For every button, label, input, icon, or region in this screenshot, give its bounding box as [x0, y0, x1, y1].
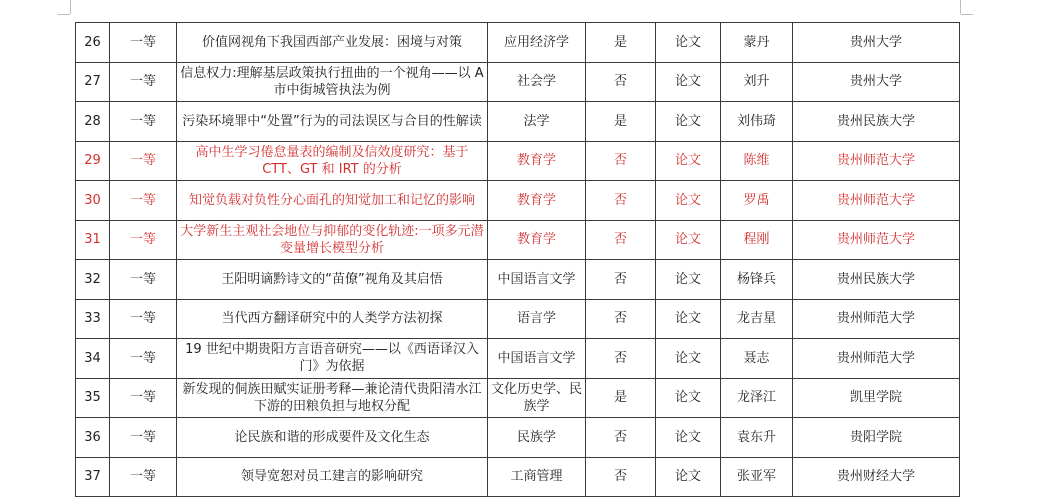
author: 龙吉星 [721, 299, 793, 339]
yes-no-flag: 是 [586, 102, 656, 142]
subject: 法学 [488, 102, 586, 142]
institution: 贵州师范大学 [793, 141, 960, 181]
award-level: 一等 [110, 102, 177, 142]
subject: 应用经济学 [488, 23, 586, 63]
table-row [76, 102, 960, 142]
subject: 文化历史学、民族学 [488, 378, 586, 418]
work-type: 论文 [656, 260, 721, 300]
award-level: 一等 [110, 418, 177, 458]
institution: 贵州财经大学 [793, 457, 960, 497]
subject: 中国语言文学 [488, 260, 586, 300]
row-number: 37 [76, 457, 110, 497]
yes-no-flag: 否 [586, 339, 656, 379]
row-number: 30 [76, 181, 110, 221]
table-row [76, 23, 960, 63]
table-row [76, 418, 960, 458]
award-level: 一等 [110, 260, 177, 300]
work-title: 王阳明谪黔诗文的“苗僚”视角及其启悟 [177, 260, 488, 300]
work-type: 论文 [656, 378, 721, 418]
award-level: 一等 [110, 299, 177, 339]
row-number: 35 [76, 378, 110, 418]
award-level: 一等 [110, 220, 177, 260]
author: 杨锋兵 [721, 260, 793, 300]
yes-no-flag: 否 [586, 260, 656, 300]
author: 刘升 [721, 62, 793, 102]
author: 刘伟琦 [721, 102, 793, 142]
row-number: 36 [76, 418, 110, 458]
award-level: 一等 [110, 457, 177, 497]
table-row-highlighted [76, 141, 960, 181]
author: 陈维 [721, 141, 793, 181]
page-corner-mark-right [960, 0, 961, 14]
award-level: 一等 [110, 62, 177, 102]
author: 罗禹 [721, 181, 793, 221]
page-corner-mark-right-h [961, 14, 973, 15]
author: 程刚 [721, 220, 793, 260]
row-number: 33 [76, 299, 110, 339]
row-number: 32 [76, 260, 110, 300]
work-type: 论文 [656, 299, 721, 339]
work-type: 论文 [656, 220, 721, 260]
yes-no-flag: 是 [586, 378, 656, 418]
work-title: 领导宽恕对员工建言的影响研究 [177, 457, 488, 497]
work-type: 论文 [656, 457, 721, 497]
subject: 工商管理 [488, 457, 586, 497]
work-title: 知觉负载对负性分心面孔的知觉加工和记忆的影响 [177, 181, 488, 221]
institution: 贵阳学院 [793, 418, 960, 458]
table-row [76, 299, 960, 339]
row-number: 28 [76, 102, 110, 142]
yes-no-flag: 否 [586, 220, 656, 260]
work-type: 论文 [656, 102, 721, 142]
table-row [76, 378, 960, 418]
page-corner-mark-left [70, 0, 71, 14]
row-number: 26 [76, 23, 110, 63]
institution: 贵州师范大学 [793, 299, 960, 339]
table-row [76, 457, 960, 497]
yes-no-flag: 否 [586, 181, 656, 221]
yes-no-flag: 否 [586, 141, 656, 181]
subject: 教育学 [488, 181, 586, 221]
row-number: 31 [76, 220, 110, 260]
institution: 贵州大学 [793, 62, 960, 102]
work-type: 论文 [656, 62, 721, 102]
institution: 贵州民族大学 [793, 260, 960, 300]
work-title: 论民族和谐的形成要件及文化生态 [177, 418, 488, 458]
subject: 教育学 [488, 220, 586, 260]
work-type: 论文 [656, 141, 721, 181]
work-title: 污染环境罪中“处置”行为的司法误区与合目的性解读 [177, 102, 488, 142]
work-title: 高中生学习倦怠量表的编制及信效度研究：基于 CTT、GT 和 IRT 的分析 [177, 141, 488, 181]
yes-no-flag: 否 [586, 299, 656, 339]
award-level: 一等 [110, 181, 177, 221]
work-title: 19 世纪中期贵阳方言语音研究——以《西语译汉入门》为依据 [177, 339, 488, 379]
award-level: 一等 [110, 23, 177, 63]
work-title: 大学新生主观社会地位与抑郁的变化轨迹:一项多元潜变量增长模型分析 [177, 220, 488, 260]
institution: 贵州师范大学 [793, 339, 960, 379]
work-type: 论文 [656, 181, 721, 221]
work-title: 新发现的侗族田赋实证册考释—兼论清代贵阳清水江下游的田粮负担与地权分配 [177, 378, 488, 418]
table-row-highlighted [76, 181, 960, 221]
author: 袁东升 [721, 418, 793, 458]
work-title: 当代西方翻译研究中的人类学方法初探 [177, 299, 488, 339]
awards-table [75, 22, 960, 497]
page-corner-mark-left-h [58, 14, 70, 15]
awards-table-body [76, 23, 960, 497]
author: 龙泽江 [721, 378, 793, 418]
subject: 社会学 [488, 62, 586, 102]
institution: 贵州师范大学 [793, 220, 960, 260]
work-title: 信息权力:理解基层政策执行扭曲的一个视角——以 A 市中街城管执法为例 [177, 62, 488, 102]
subject: 语言学 [488, 299, 586, 339]
row-number: 34 [76, 339, 110, 379]
row-number: 29 [76, 141, 110, 181]
work-type: 论文 [656, 418, 721, 458]
award-level: 一等 [110, 141, 177, 181]
yes-no-flag: 是 [586, 23, 656, 63]
table-row [76, 62, 960, 102]
subject: 民族学 [488, 418, 586, 458]
yes-no-flag: 否 [586, 457, 656, 497]
work-title: 价值网视角下我国西部产业发展：困境与对策 [177, 23, 488, 63]
award-level: 一等 [110, 339, 177, 379]
institution: 贵州师范大学 [793, 181, 960, 221]
institution: 凯里学院 [793, 378, 960, 418]
row-number: 27 [76, 62, 110, 102]
yes-no-flag: 否 [586, 62, 656, 102]
table-row [76, 339, 960, 379]
work-type: 论文 [656, 23, 721, 63]
yes-no-flag: 否 [586, 418, 656, 458]
subject: 中国语言文学 [488, 339, 586, 379]
author: 张亚军 [721, 457, 793, 497]
subject: 教育学 [488, 141, 586, 181]
author: 蒙丹 [721, 23, 793, 63]
table-row-highlighted [76, 220, 960, 260]
table-row [76, 260, 960, 300]
author: 聂志 [721, 339, 793, 379]
award-level: 一等 [110, 378, 177, 418]
institution: 贵州民族大学 [793, 102, 960, 142]
work-type: 论文 [656, 339, 721, 379]
institution: 贵州大学 [793, 23, 960, 63]
